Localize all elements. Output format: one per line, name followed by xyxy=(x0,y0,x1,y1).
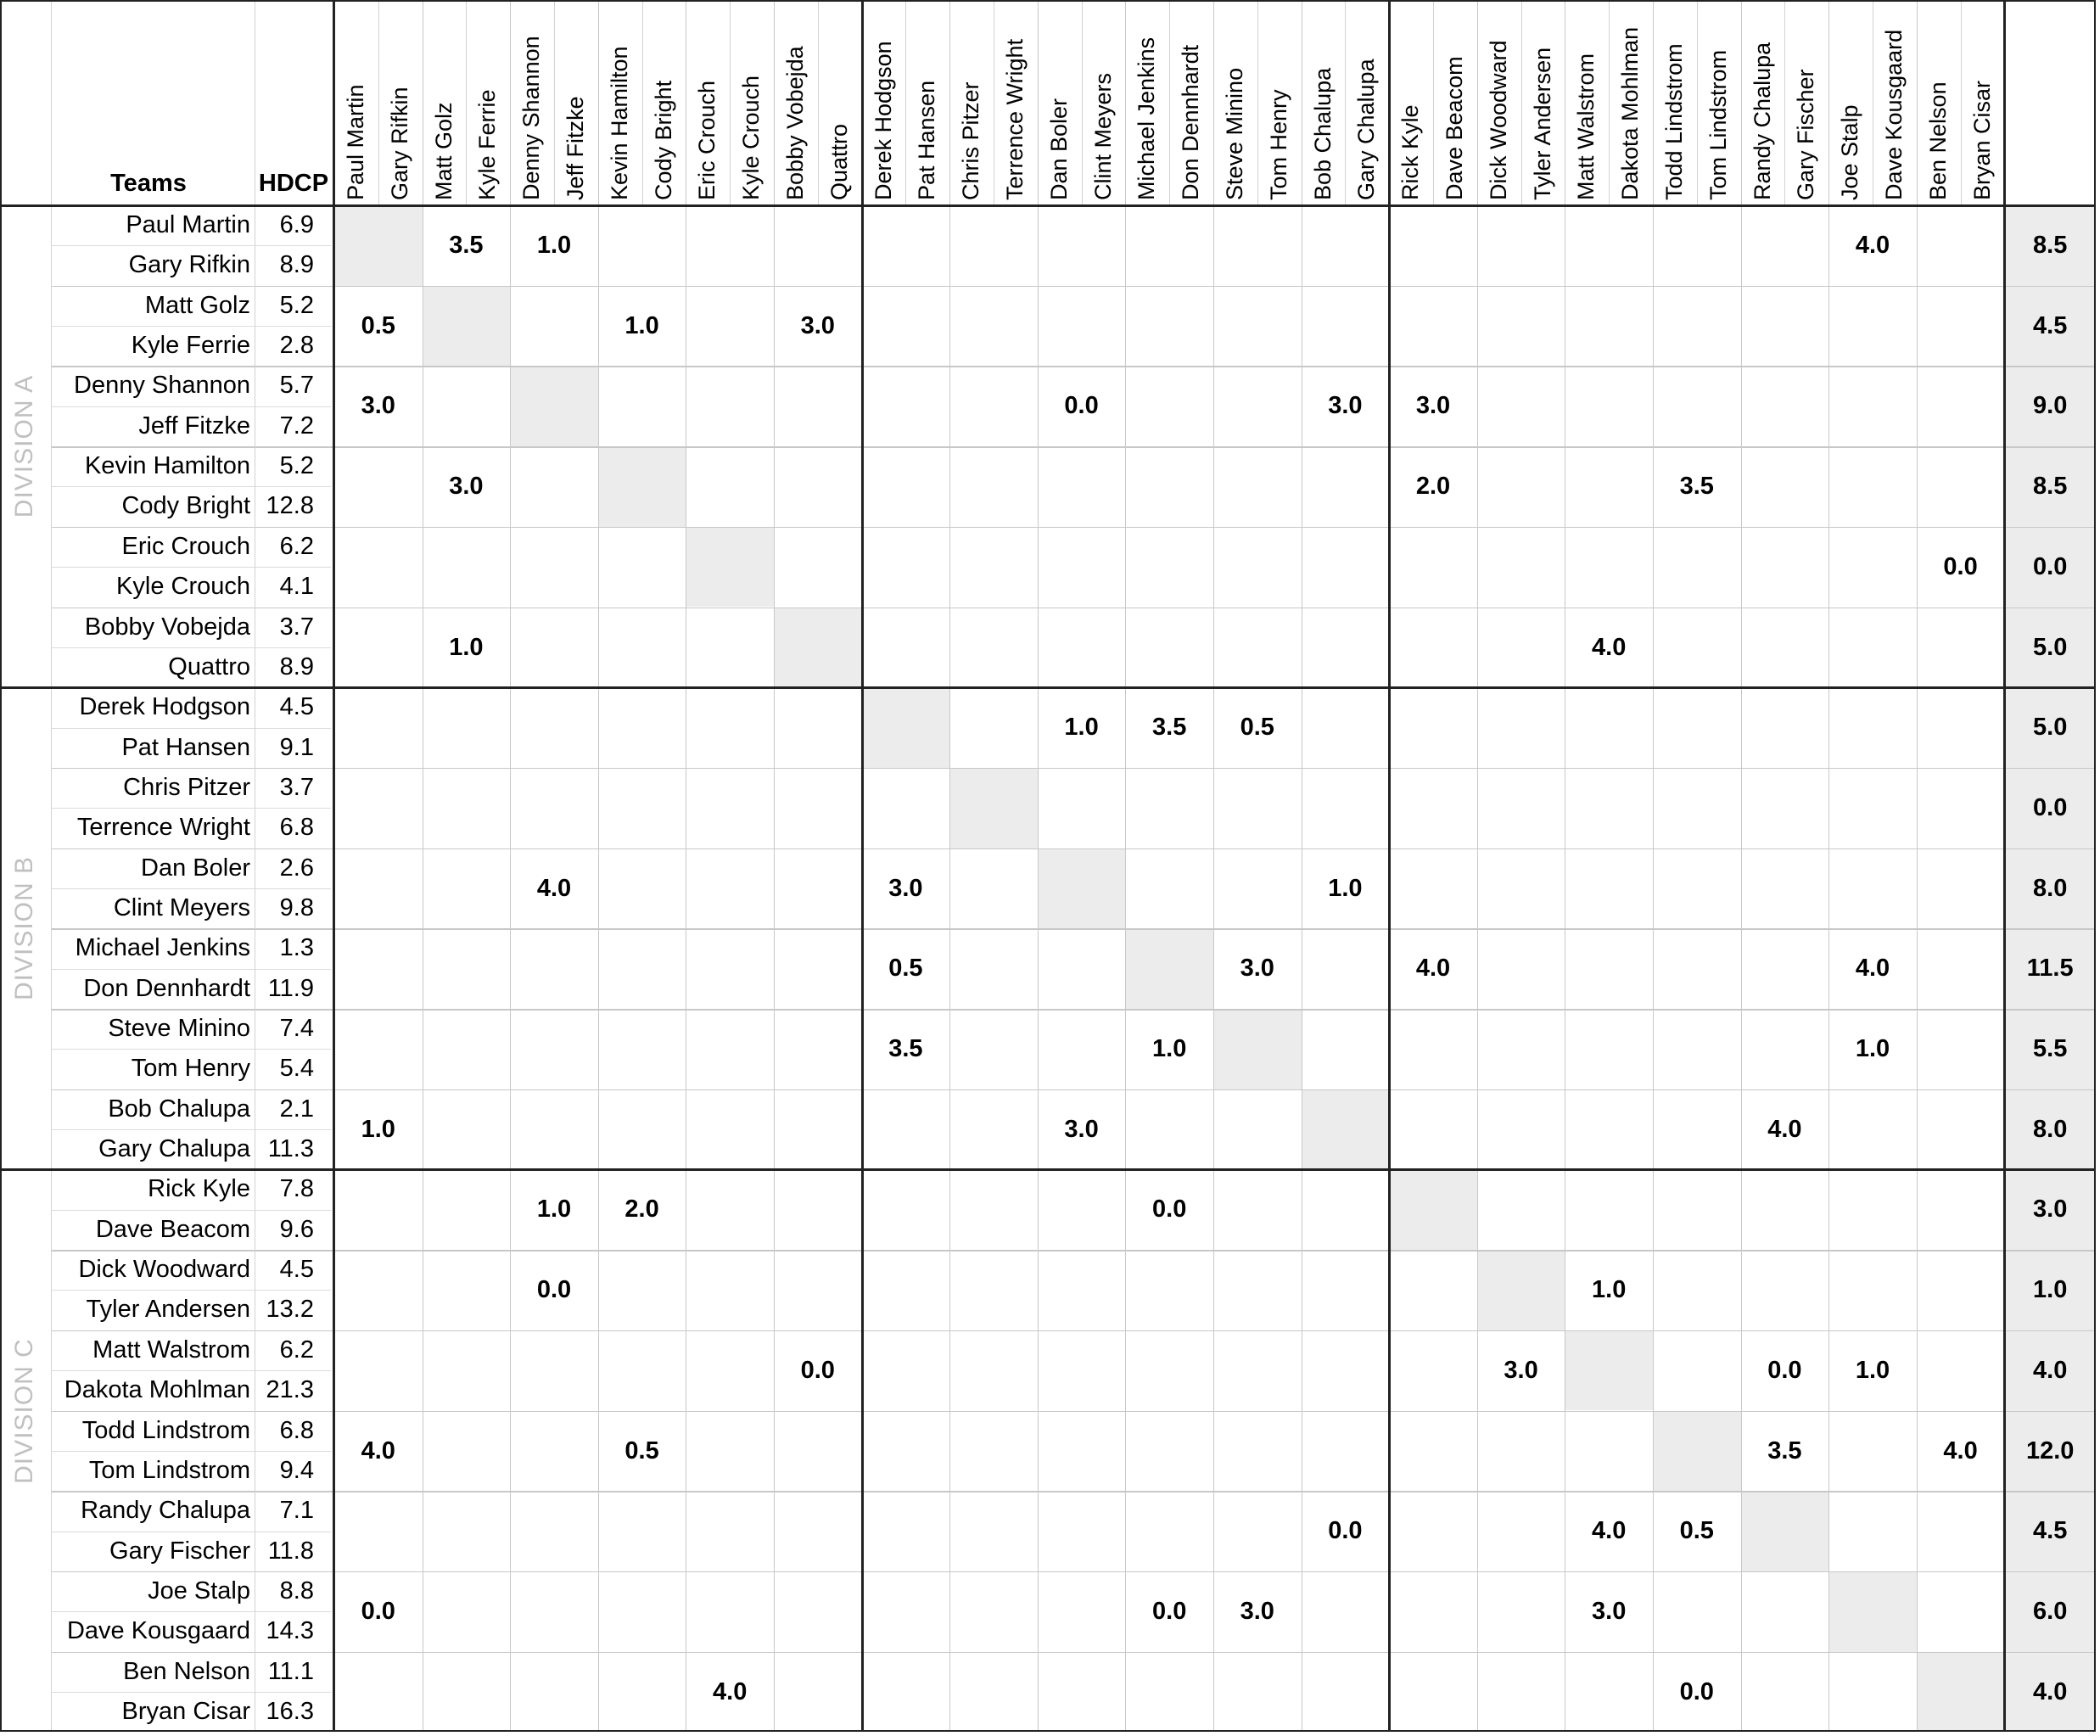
hdcp-header: HDCP xyxy=(258,170,329,197)
row-player-hdcp: 7.4 xyxy=(279,1015,314,1042)
row-player-name: Bob Chalupa xyxy=(108,1095,250,1123)
diagonal-cell xyxy=(1125,928,1213,1009)
row-player-hdcp: 2.6 xyxy=(279,854,314,882)
col-gridline xyxy=(1433,0,1434,205)
row-player-name: Bobby Vobejda xyxy=(84,613,250,641)
column-header-player: Paul Martin xyxy=(343,84,368,200)
match-score: 0.5 xyxy=(888,955,923,983)
match-score: 3.0 xyxy=(1240,1597,1274,1625)
row-player-hdcp: 9.1 xyxy=(279,733,314,761)
team-total: 5.0 xyxy=(2033,714,2068,742)
diagonal-cell xyxy=(862,687,950,768)
row-player-hdcp: 11.3 xyxy=(267,1135,314,1163)
col-gridline xyxy=(1345,0,1346,205)
row-player-name: Denny Shannon xyxy=(74,372,250,400)
row-player-hdcp: 14.3 xyxy=(266,1617,314,1645)
row-player-name: Jeff Fitzke xyxy=(138,412,250,440)
row-gridline xyxy=(51,848,2096,850)
row-player-name: Kevin Hamilton xyxy=(84,452,250,480)
diagonal-cell xyxy=(423,286,511,367)
match-score: 3.0 xyxy=(1328,392,1363,420)
row-player-name: Gary Chalupa xyxy=(98,1135,250,1163)
row-player-hdcp: 11.9 xyxy=(267,974,314,1002)
diagonal-cell xyxy=(949,768,1038,848)
match-score: 0.5 xyxy=(1679,1517,1714,1545)
team-total: 5.0 xyxy=(2033,633,2068,661)
match-score: 0.5 xyxy=(361,311,395,339)
row-player-name: Dan Boler xyxy=(141,854,250,882)
column-header-player: Tom Henry xyxy=(1265,89,1291,200)
row-player-hdcp: 9.4 xyxy=(279,1456,314,1484)
row-player-name: Derek Hodgson xyxy=(79,693,250,721)
row-player-name: Steve Minino xyxy=(108,1015,250,1042)
match-score: 3.5 xyxy=(1679,473,1714,501)
row-player-name: Bryan Cisar xyxy=(121,1697,250,1725)
col-gridline xyxy=(1653,0,1654,1732)
row-player-name: Randy Chalupa xyxy=(81,1497,250,1525)
column-header-player: Cody Bright xyxy=(650,80,676,200)
col-gridline xyxy=(1784,0,1785,205)
team-total: 0.0 xyxy=(2033,552,2068,580)
match-score: 1.0 xyxy=(1592,1276,1627,1304)
column-header-player: Quattro xyxy=(826,123,852,200)
match-score: 4.0 xyxy=(1592,1517,1627,1545)
row-player-hdcp: 5.4 xyxy=(279,1055,314,1083)
column-header-player: Tom Lindstrom xyxy=(1705,49,1731,200)
row-player-hdcp: 4.1 xyxy=(279,573,314,601)
diagonal-cell xyxy=(1389,1169,1477,1250)
column-header-player: Rick Kyle xyxy=(1397,104,1424,200)
team-total: 0.0 xyxy=(2033,793,2068,821)
match-score: 3.5 xyxy=(1767,1436,1802,1464)
row-player-name: Clint Meyers xyxy=(113,893,250,921)
team-total: 8.0 xyxy=(2033,874,2068,902)
match-score: 4.0 xyxy=(1415,955,1451,983)
diagonal-cell xyxy=(1038,848,1126,929)
column-header-player: Michael Jenkins xyxy=(1134,36,1160,200)
row-gridline xyxy=(51,527,2096,529)
match-score: 4.0 xyxy=(1592,633,1627,661)
column-header-player: Jeff Fitzke xyxy=(563,96,588,200)
match-score: 4.0 xyxy=(713,1677,748,1705)
col-gridline xyxy=(1477,0,1478,1732)
match-score: 2.0 xyxy=(1415,473,1451,501)
col-gridline xyxy=(642,0,643,205)
col-gridline xyxy=(818,0,819,205)
row-player-hdcp: 6.8 xyxy=(279,814,314,842)
division-label: DIVISION A xyxy=(10,374,38,518)
column-header-player: Dave Beacom xyxy=(1442,56,1467,200)
team-total: 8.5 xyxy=(2033,473,2068,501)
diagonal-cell xyxy=(598,446,686,527)
row-player-hdcp: 4.5 xyxy=(279,693,314,721)
row-player-name: Eric Crouch xyxy=(121,532,250,560)
column-header-player: Dick Woodward xyxy=(1485,40,1511,200)
diagonal-cell xyxy=(1828,1571,1917,1652)
row-player-hdcp: 13.2 xyxy=(266,1296,314,1324)
team-total: 4.5 xyxy=(2033,311,2068,339)
match-score: 2.0 xyxy=(624,1196,659,1224)
col-gridline xyxy=(1609,0,1610,205)
row-player-name: Chris Pitzer xyxy=(123,773,250,801)
match-score: 4.0 xyxy=(1855,232,1890,259)
diagonal-cell xyxy=(1477,1250,1565,1330)
row-player-name: Kyle Ferrie xyxy=(131,332,250,360)
match-score: 4.0 xyxy=(1767,1115,1802,1143)
division-label: DIVISION B xyxy=(10,856,38,1001)
row-player-hdcp: 4.5 xyxy=(279,1256,314,1284)
match-score: 3.0 xyxy=(1504,1356,1538,1384)
match-score: 3.5 xyxy=(1152,714,1187,742)
match-score: 3.0 xyxy=(1064,1115,1099,1143)
match-score: 4.0 xyxy=(1855,955,1890,983)
column-header-player: Kyle Ferrie xyxy=(474,89,501,200)
row-player-hdcp: 6.2 xyxy=(279,532,314,560)
row-player-hdcp: 5.2 xyxy=(279,291,314,319)
row-player-name: Don Dennhardt xyxy=(83,974,250,1002)
row-player-name: Dave Kousgaard xyxy=(66,1617,250,1645)
row-player-name: Dick Woodward xyxy=(78,1256,250,1284)
col-gridline xyxy=(1257,0,1258,205)
teams-header: Teams xyxy=(110,170,187,197)
diagonal-cell xyxy=(1302,1089,1390,1170)
row-player-hdcp: 6.8 xyxy=(279,1416,314,1444)
row-player-name: Matt Walstrom xyxy=(92,1336,250,1364)
row-player-hdcp: 8.9 xyxy=(279,251,314,279)
row-player-name: Tyler Andersen xyxy=(86,1296,250,1324)
team-total: 8.5 xyxy=(2033,232,2068,259)
col-gridline xyxy=(1125,0,1126,1732)
row-gridline xyxy=(51,446,2096,448)
match-score: 0.5 xyxy=(624,1436,659,1464)
column-header-player: Ben Nelson xyxy=(1924,81,1951,200)
row-player-hdcp: 3.7 xyxy=(279,613,314,641)
col-gridline xyxy=(554,0,555,205)
row-player-name: Terrence Wright xyxy=(76,814,250,842)
header-border xyxy=(0,204,2096,207)
row-player-name: Rick Kyle xyxy=(148,1175,250,1203)
match-score: 1.0 xyxy=(536,1196,572,1224)
row-gridline xyxy=(51,1491,2096,1492)
col-gridline xyxy=(51,0,52,1732)
match-score: 3.5 xyxy=(888,1035,923,1062)
row-player-hdcp: 1.3 xyxy=(279,934,314,962)
match-score: 0.0 xyxy=(1152,1196,1187,1224)
col-gridline xyxy=(1169,0,1170,205)
match-score: 3.0 xyxy=(1415,392,1451,420)
match-score: 1.0 xyxy=(624,311,659,339)
col-gridline xyxy=(1082,0,1083,205)
row-player-hdcp: 7.8 xyxy=(279,1175,314,1203)
division-label: DIVISION C xyxy=(10,1337,38,1484)
column-header-player: Tyler Andersen xyxy=(1529,47,1555,200)
match-score: 1.0 xyxy=(449,633,484,661)
column-header-player: Matt Walstrom xyxy=(1573,53,1599,200)
column-header-player: Gary Rifkin xyxy=(386,87,412,200)
row-player-hdcp: 6.9 xyxy=(279,211,314,238)
column-header-player: Eric Crouch xyxy=(694,80,720,200)
team-total: 4.5 xyxy=(2033,1517,2068,1545)
column-header-player: Derek Hodgson xyxy=(870,41,896,200)
match-score: 4.0 xyxy=(1943,1436,1978,1464)
match-score: 0.0 xyxy=(361,1597,395,1625)
row-player-hdcp: 12.8 xyxy=(266,492,314,520)
team-total: 4.0 xyxy=(2033,1677,2068,1705)
column-header-player: Randy Chalupa xyxy=(1749,42,1775,200)
col-gridline xyxy=(949,0,950,1732)
match-score: 1.0 xyxy=(536,232,572,259)
match-score: 0.5 xyxy=(1240,714,1274,742)
team-total: 4.0 xyxy=(2033,1356,2068,1384)
team-total: 12.0 xyxy=(2025,1436,2075,1464)
row-player-name: Matt Golz xyxy=(144,291,250,319)
col-gridline xyxy=(1521,0,1522,205)
border-bottom xyxy=(0,1730,2096,1732)
col-gridline xyxy=(466,0,467,205)
column-header-player: Kevin Hamilton xyxy=(606,46,632,200)
row-player-hdcp: 11.1 xyxy=(267,1657,314,1685)
column-header-player: Terrence Wright xyxy=(1002,38,1028,200)
column-header-player: Dakota Mohlman xyxy=(1617,26,1644,200)
diagonal-cell xyxy=(774,608,862,688)
column-header-player: Don Dennhardt xyxy=(1178,44,1204,200)
col-gridline xyxy=(774,0,775,1732)
row-player-name: Pat Hansen xyxy=(121,733,250,761)
match-score: 3.0 xyxy=(361,392,395,420)
match-score: 1.0 xyxy=(1328,874,1363,902)
col-gridline xyxy=(730,0,731,205)
team-total: 9.0 xyxy=(2033,392,2068,420)
row-gridline xyxy=(51,1652,2096,1654)
column-header-player: Matt Golz xyxy=(430,102,456,200)
match-score: 1.0 xyxy=(1152,1035,1187,1062)
column-header-player: Denny Shannon xyxy=(518,36,545,200)
row-player-name: Ben Nelson xyxy=(123,1657,250,1685)
match-score: 3.5 xyxy=(449,232,484,259)
row-gridline xyxy=(51,768,2096,770)
match-score: 4.0 xyxy=(361,1436,395,1464)
match-score: 0.0 xyxy=(1328,1517,1363,1545)
column-header-player: Bob Chalupa xyxy=(1309,67,1336,200)
col-gridline xyxy=(1038,0,1039,1732)
match-score: 4.0 xyxy=(536,874,572,902)
match-score: 1.0 xyxy=(1064,714,1099,742)
row-player-hdcp: 7.1 xyxy=(279,1497,314,1525)
row-gridline xyxy=(51,1009,2096,1011)
team-total: 5.5 xyxy=(2033,1035,2068,1062)
row-player-hdcp: 16.3 xyxy=(266,1697,314,1725)
row-player-name: Joe Stalp xyxy=(148,1576,250,1604)
column-header-player: Gary Fischer xyxy=(1793,69,1819,200)
team-total: 11.5 xyxy=(2026,955,2074,983)
match-score: 1.0 xyxy=(361,1115,395,1143)
match-score: 0.0 xyxy=(1679,1677,1714,1705)
match-score: 3.0 xyxy=(1240,955,1274,983)
row-player-hdcp: 5.2 xyxy=(279,452,314,480)
col-gridline xyxy=(1697,0,1698,205)
col-gridline xyxy=(378,0,379,205)
match-score: 3.0 xyxy=(800,311,835,339)
diagonal-cell xyxy=(1917,1652,2005,1733)
match-score: 0.0 xyxy=(1064,392,1099,420)
row-player-hdcp: 8.9 xyxy=(279,652,314,680)
row-gridline xyxy=(51,928,2096,930)
diagonal-cell xyxy=(686,527,774,608)
team-total: 3.0 xyxy=(2033,1196,2068,1224)
row-player-hdcp: 9.6 xyxy=(279,1215,314,1243)
row-player-name: Dakota Mohlman xyxy=(64,1376,250,1404)
match-score: 0.0 xyxy=(1767,1356,1802,1384)
row-player-name: Paul Martin xyxy=(126,211,250,238)
row-player-name: Tom Lindstrom xyxy=(88,1456,250,1484)
border-top xyxy=(0,0,2096,2)
row-player-name: Michael Jenkins xyxy=(75,934,250,962)
match-score: 3.0 xyxy=(888,874,923,902)
match-score: 0.0 xyxy=(536,1276,572,1304)
row-player-hdcp: 9.8 xyxy=(279,893,314,921)
column-header-player: Dave Kousgaard xyxy=(1881,29,1907,200)
diagonal-cell xyxy=(1741,1491,1829,1571)
column-header-player: Bryan Cisar xyxy=(1968,80,1995,200)
column-header-player: Bobby Vobejda xyxy=(782,46,808,200)
row-player-name: Todd Lindstrom xyxy=(81,1416,250,1444)
team-total: 8.0 xyxy=(2033,1115,2068,1143)
row-player-name: Quattro xyxy=(168,652,250,680)
row-player-hdcp: 2.1 xyxy=(279,1095,314,1123)
match-score: 0.0 xyxy=(1152,1597,1187,1625)
match-score: 1.0 xyxy=(1855,1356,1890,1384)
column-header-player: Kyle Crouch xyxy=(738,75,764,200)
row-player-hdcp: 11.8 xyxy=(267,1537,314,1565)
col-gridline xyxy=(905,0,906,205)
column-header-player: Dan Boler xyxy=(1045,98,1072,200)
match-score: 0.0 xyxy=(800,1356,835,1384)
column-header-player: Gary Chalupa xyxy=(1353,59,1380,200)
row-player-name: Gary Fischer xyxy=(109,1537,250,1565)
row-gridline xyxy=(51,1250,2096,1252)
column-header-player: Steve Minino xyxy=(1222,67,1247,200)
row-player-hdcp: 8.8 xyxy=(279,1576,314,1604)
row-player-name: Kyle Crouch xyxy=(116,573,250,601)
column-header-player: Joe Stalp xyxy=(1837,104,1863,200)
row-player-hdcp: 6.2 xyxy=(279,1336,314,1364)
diagonal-cell xyxy=(334,205,423,286)
border-left xyxy=(0,0,2,1732)
diagonal-cell xyxy=(510,366,598,446)
row-player-hdcp: 21.3 xyxy=(266,1376,314,1404)
team-total: 1.0 xyxy=(2033,1276,2068,1304)
row-player-name: Gary Rifkin xyxy=(128,251,250,279)
row-player-hdcp: 2.8 xyxy=(279,332,314,360)
row-player-name: Tom Henry xyxy=(131,1055,250,1083)
diagonal-cell xyxy=(1213,1009,1302,1089)
match-score: 0.0 xyxy=(1943,552,1978,580)
row-gridline xyxy=(51,608,2096,609)
diagonal-cell xyxy=(1565,1330,1653,1411)
match-score: 3.0 xyxy=(1592,1597,1627,1625)
row-player-name: Cody Bright xyxy=(121,492,250,520)
column-header-player: Chris Pitzer xyxy=(958,81,984,200)
column-header-player: Todd Lindstrom xyxy=(1661,43,1687,200)
row-player-hdcp: 3.7 xyxy=(279,773,314,801)
col-gridline xyxy=(1213,0,1214,1732)
column-header-player: Clint Meyers xyxy=(1089,72,1116,200)
team-total: 6.0 xyxy=(2033,1597,2068,1625)
row-player-hdcp: 5.7 xyxy=(279,372,314,400)
row-player-hdcp: 7.2 xyxy=(279,412,314,440)
col-gridline xyxy=(1961,0,1962,205)
row-player-name: Dave Beacom xyxy=(95,1215,250,1243)
match-score: 1.0 xyxy=(1855,1035,1890,1062)
diagonal-cell xyxy=(1653,1411,1741,1492)
column-header-player: Pat Hansen xyxy=(914,80,940,200)
match-score: 3.0 xyxy=(449,473,484,501)
